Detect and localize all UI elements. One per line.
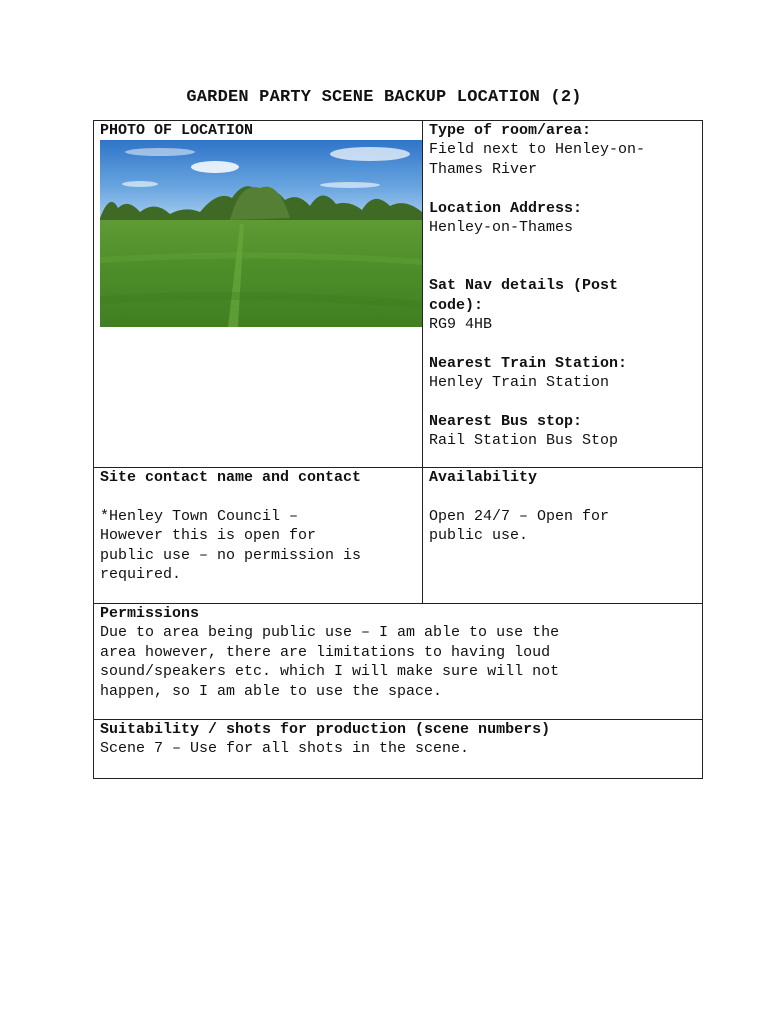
availability-text-line: Open 24/7 – Open for xyxy=(429,507,610,525)
contact-text-line: However this is open for xyxy=(100,527,317,545)
address-label: Location Address: xyxy=(429,199,583,217)
photo-cell xyxy=(94,121,423,468)
availability-cell xyxy=(423,468,703,604)
type-label: Type of room/area: xyxy=(429,122,592,139)
permissions-text-line: Due to area being public use – I am able to use the xyxy=(100,624,560,642)
availability-label: Availability xyxy=(429,469,538,486)
train-value: Henley Train Station xyxy=(429,374,610,392)
table-row xyxy=(94,121,703,468)
suitability-cell xyxy=(94,720,703,779)
table-row xyxy=(94,720,703,779)
suitability-text: Scene 7 – Use for all shots in the scene. xyxy=(100,740,470,758)
train-label: Nearest Train Station: xyxy=(429,354,628,372)
contact-text-line: required. xyxy=(100,566,182,584)
photo-section-label: PHOTO OF LOCATION xyxy=(100,122,254,139)
document-title: GARDEN PARTY SCENE BACKUP LOCATION (2) xyxy=(186,88,582,107)
contact-text-line: *Henley Town Council – xyxy=(100,507,299,525)
table-row xyxy=(94,468,703,604)
type-value-line: Field next to Henley-on- xyxy=(429,141,646,159)
contact-text-line: public use – no permission is xyxy=(100,546,362,564)
availability-text-line: public use. xyxy=(429,527,529,545)
address-value: Henley-on-Thames xyxy=(429,219,574,237)
permissions-label: Permissions xyxy=(100,605,200,622)
satnav-label: code): xyxy=(429,296,484,314)
satnav-label: Sat Nav details (Post xyxy=(429,277,619,295)
permissions-cell xyxy=(94,604,703,720)
contact-label: Site contact name and contact xyxy=(100,469,362,486)
suitability-label: Suitability / shots for production (scene numbers) xyxy=(100,721,551,738)
contact-cell xyxy=(94,468,423,604)
location-photo xyxy=(100,140,422,327)
bus-value: Rail Station Bus Stop xyxy=(429,432,619,450)
bus-label: Nearest Bus stop: xyxy=(429,413,583,431)
permissions-text-line: sound/speakers etc. which I will make sure will not xyxy=(100,663,560,681)
table-row xyxy=(94,604,703,720)
type-value-line: Thames River xyxy=(429,160,538,178)
details-cell xyxy=(423,121,703,468)
satnav-value: RG9 4HB xyxy=(429,316,493,334)
location-table xyxy=(93,120,703,779)
permissions-text-line: happen, so I am able to use the space. xyxy=(100,682,443,700)
permissions-text-line: area however, there are limitations to having loud xyxy=(100,643,551,661)
